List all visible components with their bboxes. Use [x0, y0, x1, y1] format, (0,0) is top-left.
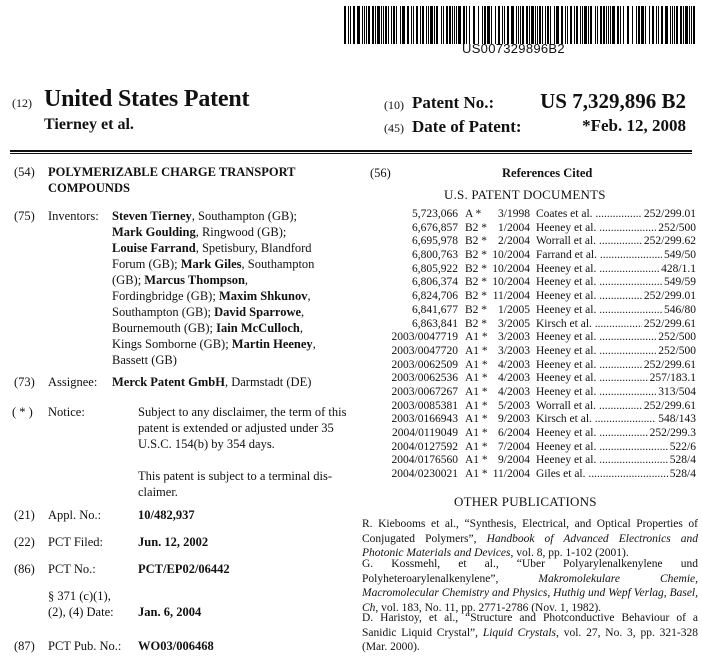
ref-class: 313/504: [658, 385, 696, 398]
inventor-location: , Ringwood (GB);: [195, 225, 287, 239]
ref-class: 252/299.01: [643, 290, 696, 303]
pct-filed-label: PCT Filed:: [48, 535, 103, 549]
inventor-line: [112, 304, 348, 320]
barcode: [344, 6, 698, 44]
inventor-line: [112, 256, 348, 272]
inventor-name: Steven Tierney: [112, 209, 192, 223]
ref-kind: B2 *: [465, 290, 488, 303]
inventor-location: (GB);: [112, 273, 145, 287]
ref-number: 5,723,066: [412, 208, 458, 220]
ref-class: 252/299.61: [643, 399, 696, 412]
inventor-line: [112, 288, 348, 304]
ref-author: Heeney et al. .....: [536, 454, 668, 468]
ref-number: 6,806,374: [412, 276, 458, 289]
ref-kind: B2 *: [465, 235, 488, 248]
pct-number: PCT/EP02/06442: [138, 562, 230, 576]
patent-number: US 7,329,896 B2: [540, 89, 686, 113]
ref-number: 6,863,841: [412, 317, 458, 330]
terminal-line: claimer.: [138, 485, 178, 499]
ref-author: Heeney et al. .....: [536, 386, 656, 400]
reference-row: [362, 235, 702, 249]
ref-author: Worrall et al. .....: [536, 400, 642, 414]
us-patent-documents-heading: U.S. PATENT DOCUMENTS: [444, 187, 606, 202]
ref-date: 6/2004: [498, 427, 530, 439]
pct-pub-code: (87): [14, 639, 35, 653]
ref-kind: A1 *: [465, 454, 488, 467]
ref-date: 1/2005: [498, 303, 530, 316]
publication-entry: [362, 611, 698, 655]
ref-kind: A1 *: [465, 344, 488, 357]
reference-row: [362, 208, 702, 222]
ref-date: 5/2003: [498, 399, 530, 412]
inventor-name: Iain McCulloch: [216, 321, 300, 335]
reference-row: [362, 263, 702, 277]
patent-number-label: Patent No.:: [412, 93, 495, 112]
ref-kind: B2 *: [465, 303, 488, 316]
ref-kind: A1 *: [465, 440, 488, 453]
reference-row: [362, 454, 702, 468]
inventor-name: Martin Heeney: [231, 337, 313, 351]
publication-text: D. Haristoy, et al., “Structure and Photconductive Behaviour of a Sanidic Liquid Crystal”,: [362, 612, 698, 639]
appl-label: Appl. No.:: [48, 508, 102, 522]
ref-class: 252/299.62: [643, 235, 696, 248]
inventor-line: [112, 272, 348, 288]
ref-date: 7/2004: [498, 440, 530, 453]
notice-text: [138, 404, 348, 452]
inventor-location: Southampton (GB);: [112, 305, 215, 319]
ref-kind: B2 *: [465, 262, 488, 275]
ref-author: Kirsch et al. .....: [536, 318, 642, 332]
assignee-code: (73): [14, 375, 35, 389]
inventor-line: [112, 224, 348, 240]
ref-date: 2/2004: [498, 235, 530, 248]
ref-author: Heeney et al. .....: [536, 427, 648, 441]
ref-author: Heeney et al. .....: [536, 222, 656, 236]
ref-author: Heeney et al. .....: [536, 276, 662, 290]
appl-number: 10/482,937: [138, 508, 195, 522]
ref-date: 11/2004: [492, 290, 530, 303]
ref-kind: A1 *: [465, 385, 488, 398]
terminal-line: This patent is subject to a terminal dis-: [138, 469, 333, 483]
ref-date: 10/2004: [492, 276, 530, 289]
code-10: (10): [384, 98, 404, 112]
ref-kind: A1 *: [465, 372, 488, 385]
notice-line: patent is extended or adjusted under 35: [138, 421, 334, 435]
ref-kind: A1 *: [465, 468, 488, 481]
ref-kind: A1 *: [465, 331, 488, 344]
s371-label-line: § 371 (c)(1),: [48, 589, 111, 603]
appl-code: (21): [14, 508, 35, 522]
inventor-name: Louise Farrand: [112, 241, 196, 255]
s371-date: Jan. 6, 2004: [138, 605, 202, 619]
pct-pub-label: PCT Pub. No.:: [48, 639, 122, 653]
references-list: [362, 208, 702, 482]
ref-number: 2004/0230021: [391, 468, 458, 481]
reference-row: [362, 413, 702, 427]
ref-date: 3/2005: [498, 317, 530, 330]
ref-class: 428/1.1: [661, 262, 696, 275]
ref-class: 549/50: [664, 249, 696, 262]
code-45: (45): [384, 121, 404, 135]
pct-number-label: PCT No.:: [48, 562, 96, 576]
ref-number: 6,676,857: [412, 221, 458, 234]
ref-number: 2003/0085381: [391, 399, 458, 412]
inventor-location: , Southampton (GB);: [191, 209, 297, 223]
ref-author: Coates et al. .....: [536, 208, 642, 222]
ref-kind: A1 *: [465, 399, 488, 412]
ref-class: 252/299.61: [643, 358, 696, 371]
inventor-location: Fordingbridge (GB);: [112, 289, 219, 303]
reference-row: [362, 304, 702, 318]
ref-class: 252/299.01: [643, 208, 696, 220]
ref-date: 4/2003: [498, 385, 530, 398]
ref-kind: A *: [465, 208, 482, 220]
pct-filed-date: Jun. 12, 2002: [138, 535, 209, 549]
notice-line: Subject to any disclaimer, the term of this: [138, 405, 347, 419]
ref-class: 522/6: [669, 440, 696, 453]
ref-number: 6,800,763: [412, 249, 458, 262]
inventor-location: , Southampton: [241, 257, 315, 271]
reference-row: [362, 386, 702, 400]
assignee-label: Assignee:: [48, 375, 98, 389]
assignee-place: , Darmstadt (DE): [224, 375, 312, 389]
ref-class: 252/500: [658, 221, 696, 234]
ref-date: 3/2003: [498, 344, 530, 357]
publication-source: Handbook of Advanced Electronics and Photonic Materials and Devices: [362, 532, 698, 559]
ref-number: 2003/0047720: [391, 344, 458, 357]
reference-row: [362, 276, 702, 290]
ref-class: 546/80: [664, 303, 696, 316]
ref-kind: B2 *: [465, 317, 488, 330]
ref-number: 6,824,706: [412, 290, 458, 303]
inventor-line: [112, 336, 348, 352]
reference-row: [362, 400, 702, 414]
ref-number: 2004/0176560: [391, 454, 458, 467]
inventor-location: ,: [301, 305, 305, 319]
ref-number: 2003/0062536: [391, 372, 458, 385]
ref-class: 528/4: [669, 468, 696, 481]
ref-date: 3/2003: [498, 331, 530, 344]
ref-number: 2004/0119049: [391, 427, 458, 439]
inventor-line: [112, 320, 348, 336]
reference-row: [362, 331, 702, 345]
ref-number: 2004/0127592: [391, 440, 458, 453]
inventor-location: Forum (GB);: [112, 257, 181, 271]
refs-title: References Cited: [502, 166, 593, 180]
inventor-line: [112, 352, 348, 368]
ref-author: Heeney et al. .....: [536, 304, 662, 318]
inventor-location: ,: [312, 337, 316, 351]
s371-label-line: (2), (4) Date:: [48, 605, 114, 619]
ref-date: 3/1998: [498, 208, 530, 220]
ref-class: 252/299.3: [649, 427, 696, 439]
authors: Tierney et al.: [44, 116, 134, 133]
ref-number: 2003/0062509: [391, 358, 458, 371]
inventor-location: ,: [244, 273, 249, 287]
terminal-disclaimer: [138, 468, 348, 500]
ref-class: 548/143: [658, 413, 696, 426]
reference-row: [362, 222, 702, 236]
ref-date: 10/2004: [492, 249, 530, 262]
publication-text: R. Kiebooms et al., “Synthesis, Electrical, and Optical Properties of Conjugated Polymers”,: [362, 518, 698, 545]
ref-number: 6,695,978: [412, 235, 458, 248]
ref-number: 2003/0067267: [391, 385, 458, 398]
ref-kind: B2 *: [465, 249, 488, 262]
publication-entry: [362, 517, 698, 561]
date-of-patent-label: Date of Patent:: [412, 117, 522, 136]
reference-row: [362, 441, 702, 455]
reference-row: [362, 468, 702, 482]
ref-author: Heeney et al. .....: [536, 359, 642, 373]
document-type: United States Patent: [44, 86, 250, 112]
header-rule: [10, 150, 692, 152]
publication-text: , vol. 8, pp. 1-102 (2001).: [510, 547, 629, 559]
inventor-location: Bournemouth (GB);: [112, 321, 217, 335]
date-of-patent: *Feb. 12, 2008: [582, 116, 686, 135]
ref-author: Heeney et al. .....: [536, 441, 668, 455]
title-line: POLYMERIZABLE CHARGE TRANSPORT: [48, 165, 296, 179]
ref-kind: A1 *: [465, 358, 488, 371]
publication-entry: [362, 557, 698, 615]
title-line: COMPOUNDS: [48, 181, 130, 195]
ref-author: Giles et al. .....: [536, 468, 668, 482]
inventor-line: [112, 240, 348, 256]
notice-label: Notice:: [48, 405, 85, 419]
publication-text: , vol. 183, No. 11, pp. 2771-2786 (Nov. 1, 1982).: [375, 601, 602, 614]
assignee-name: Merck Patent GmbH: [112, 375, 225, 389]
ref-author: Heeney et al. .....: [536, 263, 659, 277]
reference-row: [362, 359, 702, 373]
ref-date: 1/2004: [498, 221, 530, 234]
reference-row: [362, 249, 702, 263]
notice-line: U.S.C. 154(b) by 354 days.: [138, 437, 275, 451]
ref-number: 6,805,922: [412, 262, 458, 275]
inventor-location: Bassett (GB): [112, 353, 177, 367]
ref-class: 252/299.61: [643, 317, 696, 330]
ref-author: Heeney et al. .....: [536, 345, 656, 359]
ref-kind: B2 *: [465, 276, 488, 289]
reference-row: [362, 427, 702, 441]
title-code: (54): [14, 165, 35, 179]
s371-label: [48, 588, 114, 620]
ref-author: Farrand et al. .....: [536, 249, 662, 263]
pct-number-code: (86): [14, 562, 35, 576]
inventor-location: Kings Somborne (GB);: [112, 337, 232, 351]
ref-author: Kirsch et al. .....: [536, 413, 656, 427]
ref-class: 549/59: [664, 276, 696, 289]
ref-kind: B2 *: [465, 221, 488, 234]
inventors-code: (75): [14, 209, 35, 223]
ref-number: 2003/0047719: [391, 331, 458, 344]
other-publications-heading: OTHER PUBLICATIONS: [454, 494, 597, 509]
inventor-location: ,: [307, 289, 311, 303]
ref-author: Heeney et al. .....: [536, 331, 656, 345]
inventor-location: , Spetisbury, Blandford: [195, 241, 312, 255]
publication-text: G. Kossmehl, et al., “Uber Polyarylenalkenylene und Polyheteroarylenalkenylene”,: [362, 558, 698, 585]
publication-text: , vol. 27, No. 3, pp. 321-328 (Mar. 2000).: [362, 626, 698, 653]
inventor-location: ,: [299, 321, 303, 335]
inventor-name: Maxim Shkunov: [218, 289, 308, 303]
ref-author: Heeney et al. .....: [536, 372, 648, 386]
publication-source: Liquid Crystals: [482, 626, 557, 639]
ref-date: 11/2004: [492, 468, 530, 481]
ref-author: Heeney et al. .....: [536, 290, 642, 304]
ref-number: 6,841,677: [412, 303, 458, 316]
assignee: [112, 374, 348, 390]
code-12: (12): [12, 96, 32, 110]
ref-class: 252/500: [658, 344, 696, 357]
inventor-name: Marcus Thompson: [144, 273, 245, 287]
inventor-name: David Sparrowe: [214, 305, 302, 319]
ref-class: 257/183.1: [649, 372, 696, 385]
reference-row: [362, 345, 702, 359]
ref-date: 10/2004: [492, 262, 530, 275]
ref-date: 4/2003: [498, 358, 530, 371]
refs-code: (56): [370, 166, 391, 180]
header-rule-thin: [10, 153, 692, 154]
inventor-name: Mark Goulding: [112, 225, 196, 239]
ref-date: 4/2003: [498, 372, 530, 385]
reference-row: [362, 318, 702, 332]
ref-class: 252/500: [658, 331, 696, 344]
pct-filed-code: (22): [14, 535, 35, 549]
inventors-label: Inventors:: [48, 209, 99, 223]
inventor-name: Mark Giles: [180, 257, 242, 271]
pct-pub-number: WO03/006468: [138, 639, 214, 653]
ref-kind: A1 *: [465, 427, 488, 439]
ref-author: Worrall et al. .....: [536, 235, 642, 249]
barcode-number: US007329896B2: [462, 41, 565, 56]
ref-kind: A1 *: [465, 413, 488, 426]
ref-number: 2003/0166943: [391, 413, 458, 426]
reference-row: [362, 372, 702, 386]
publication-source: Makromolekulare Chemie, Macromolecular Chemistry and Physics, Huthig und Wepf Verlag, Basel, Ch: [362, 572, 699, 614]
notice-code: ( * ): [12, 405, 33, 419]
reference-row: [362, 290, 702, 304]
ref-date: 9/2003: [498, 413, 530, 426]
ref-class: 528/4: [669, 454, 696, 467]
patent-title: [48, 164, 338, 196]
ref-date: 9/2004: [498, 454, 530, 467]
inventor-line: [112, 208, 348, 224]
inventors-list: [112, 208, 348, 368]
